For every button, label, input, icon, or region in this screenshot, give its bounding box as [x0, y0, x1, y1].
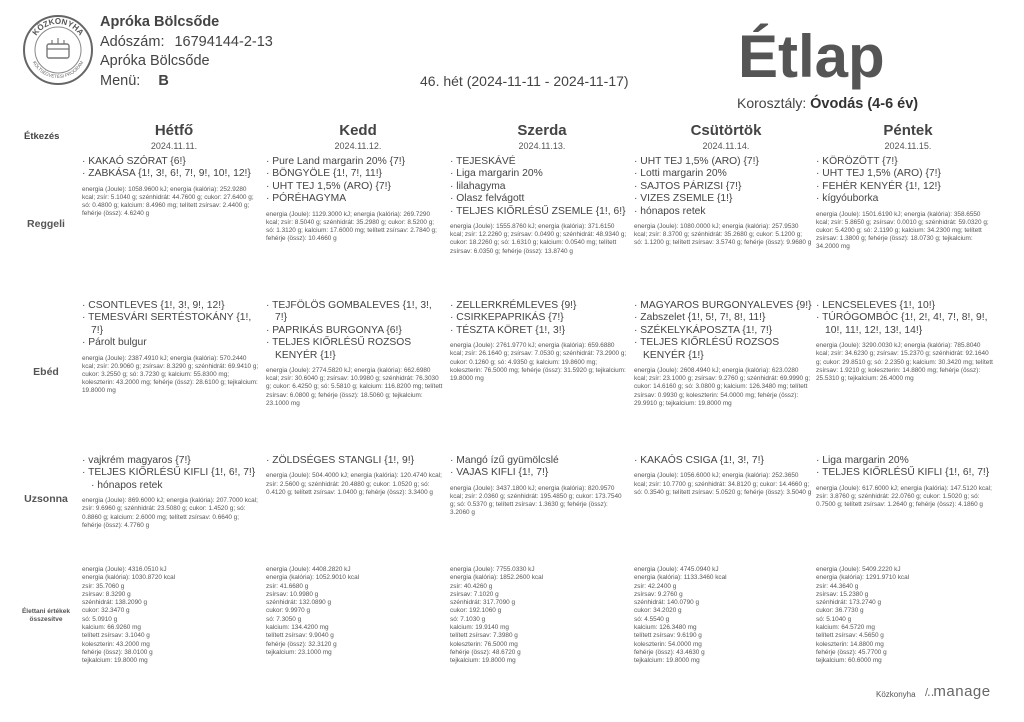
nutrition-info: energia (Joule): 2608.4940 kJ; energia (kalória): 623.0280 kcal; zsír: 23.1000 g; zsírsav: 9.2760 g; szénhidrát: 69.9990 g; cukor: 14.6160 g; só: 3.0800 g; kalcium: 126.3480 mg; telített zsírsav: 0.9930 g; koleszterin: 54.0000 mg; fehérje (össz): 29.9910 g; tejkalcium: 19.8000 mg	[634, 367, 811, 407]
summary-line: energia (kalória): 1291.9710 kcal	[816, 574, 910, 582]
summary-line: kalcium: 64.5720 mg	[816, 624, 875, 632]
row-label-uzsonna: Uzsonna	[24, 493, 68, 505]
summary-line: kalcium: 134.4200 mg	[266, 624, 329, 632]
summary-cell-2	[450, 566, 628, 666]
summary-line: fehérje (össz): 38.0100 g	[82, 648, 153, 656]
uzsonna-cell-2	[450, 455, 628, 518]
tax-value: 16794144-2-13	[174, 33, 273, 50]
menu-items	[450, 156, 628, 218]
summary-line: só: 7.3050 g	[266, 615, 302, 623]
day-header-1: Kedd 2024.11.12.	[334, 122, 382, 151]
summary-line: fehérje (össz): 32.3120 g	[266, 640, 337, 648]
summary-line: koleszterin: 43.2000 mg	[82, 640, 150, 648]
age-group	[737, 95, 918, 112]
institution-subname: Apróka Bölcsőde	[100, 53, 210, 69]
nutrition-info: energia (Joule): 617.6000 kJ; energia (kalória): 147.5120 kcal; zsír: 3.8760 g; szénhidrát: 22.0760 g; cukor: 1.5020 g; só: 0.7500 g; telített zsírsav: 1.2640 g; fehérje (össz): 4.1860 g	[816, 484, 992, 509]
menu-item: · TEJFÖLÖS GOMBALEVES {1!, 3!, 7!}	[266, 300, 444, 325]
summary-line: szénhidrát: 317.7090 g	[450, 599, 516, 607]
ebed-cell-0	[82, 300, 260, 396]
reggeli-cell-3	[634, 156, 812, 248]
nutrition-info: energia (Joule): 1129.3000 kJ; energia (kalória): 269.7290 kcal; zsír: 8.5040 g; szénhidrát: 35.2980 g; cukor: 8.5200 g; só: 1.3120 g; kalcium: 17.6000 mg; telített zsírsav: 2.7840 g; fehérje (össz): 10.4660 g	[266, 210, 437, 243]
uzsonna-cell-1	[266, 455, 444, 497]
manage-icon: /‥	[925, 687, 934, 699]
summary-line: cukor: 192.1060 g	[450, 607, 502, 615]
uzsonna-cell-0	[82, 455, 260, 530]
summary-line: zsírsav: 9.2760 g	[634, 590, 683, 598]
summary-line: cukor: 36.7730 g	[816, 607, 864, 615]
menu-item: · ZELLERKRÉMLEVES {9!}	[450, 300, 628, 312]
svg-text:KÖLTSÉGVETÉSI PROGRAM: KÖLTSÉGVETÉSI PROGRAM	[31, 60, 85, 80]
ebed-cell-1	[266, 300, 444, 408]
menu-item: · KÖRÖZÖTT {7!}	[816, 156, 994, 168]
summary-line: energia (kalória): 1852.2600 kcal	[450, 574, 544, 582]
menu-value: B	[158, 72, 169, 89]
menu-item: · TEMESVÁRI SERTÉSTOKÁNY {1!, 7!}	[82, 312, 260, 337]
summary-cell-0	[82, 566, 260, 666]
summary-line: zsír: 35.7060 g	[82, 582, 125, 590]
reggeli-cell-2	[450, 156, 628, 256]
menu-item: · PÓRÉHAGYMA	[266, 193, 444, 205]
summary-line: zsírsav: 10.9980 g	[266, 590, 319, 598]
nutrition-info: energia (Joule): 2774.5820 kJ; energia (kalória): 662.6980 kcal; zsír: 30.6040 g; zsírsav: 10.9980 g; szénhidrát: 76.3030 g; cukor: 6.4250 g; só: 5.5810 g; kalcium: 116.8200 mg; telített zsírsav: 6.0800 g; fehérje (össz): 18.5060 g; tejkalcium: 23.1000 mg	[266, 367, 443, 407]
summary-line: fehérje (össz): 43.4630 g	[634, 648, 705, 656]
menu-item: · MAGYAROS BURGONYALEVES {9!}	[634, 300, 812, 312]
uzsonna-cell-3	[634, 455, 812, 497]
summary-line: zsírsav: 15.2380 g	[816, 590, 869, 598]
summary-line: energia (kalória): 1052.9010 kcal	[266, 574, 360, 582]
menu-item: · hónapos retek	[82, 480, 260, 492]
menu-items	[266, 300, 444, 362]
menu-item: · hónapos retek	[634, 206, 812, 218]
menu-item: · SZÉKELYKÁPOSZTA {1!, 7!}	[634, 325, 812, 337]
summary-line: zsír: 41.6680 g	[266, 582, 309, 590]
summary-line: cukor: 32.3470 g	[82, 607, 130, 615]
summary-line: kalcium: 19.9140 mg	[450, 624, 509, 632]
summary-line: telített zsírsav: 9.9040 g	[266, 632, 334, 640]
summary-line: szénhidrát: 173.2740 g	[816, 599, 882, 607]
menu-item: · FEHÉR KENYÉR {1!, 12!}	[816, 181, 994, 193]
reggeli-cell-1	[266, 156, 444, 243]
menu-item: · Mangó ízű gyümölcslé	[450, 455, 628, 467]
nutrition-info: energia (Joule): 3437.1800 kJ; energia (kalória): 820.9570 kcal; zsír: 2.0360 g; szénhidrát: 195.4850 g; cukor: 173.7540 g; só: 0.5370 g; telített zsírsav: 1.3630 g; fehérje (össz): 3.2060 g	[450, 484, 622, 517]
summary-line: telített zsírsav: 7.3980 g	[450, 632, 518, 640]
summary-line: zsír: 40.4260 g	[450, 582, 493, 590]
menu-item: · TEJESKÁVÉ	[450, 156, 628, 168]
age-value: Óvodás (4-6 év)	[810, 96, 919, 112]
nutrition-info: energia (Joule): 1501.6190 kJ; energia (kalória): 358.6550 kcal; zsír: 5.8650 g; zsírsav: 0.0010 g; szénhidrát: 59.0320 g; cukor: 5.4200 g; só: 2.1190 g; kalcium: 34.2300 mg; telített zsírsav: 1.3800 g; fehérje (össz): 18.0730 g; tejkalcium: 34.2000 mg	[816, 210, 989, 251]
nutrition-info: energia (Joule): 1555.8760 kJ; energia (kalória): 371.6150 kcal; zsír: 12.2260 g; zsírsav: 0.0490 g; szénhidrát: 48.9340 g; cukor: 18.2260 g; só: 1.6310 g; kalcium: 0.0540 mg; telített zsírsav: 6.0350 g; fehérje (össz): 13.8740 g	[450, 223, 627, 255]
menu-item: · TELJES KIŐRLÉSŰ ROZSOS KENYÉR {1!}	[266, 337, 444, 362]
menu-item: · BÖNGYÖLE {1!, 7!, 11!}	[266, 168, 444, 180]
summary-line: só: 4.5540 g	[634, 615, 670, 623]
menu-items	[82, 156, 260, 181]
menu-item: · ZABKÁSA {1!, 3!, 6!, 7!, 9!, 10!, 12!}	[82, 168, 260, 180]
menu-item: · CSONTLEVES {1!, 3!, 9!, 12!}	[82, 300, 260, 312]
summary-line: szénhidrát: 140.0790 g	[634, 599, 700, 607]
menu-items	[634, 156, 812, 218]
page-title: Étlap	[738, 23, 885, 90]
summary-line: szénhidrát: 138.2090 g	[82, 599, 148, 607]
summary-line: energia (Joule): 4408.2820 kJ	[266, 566, 351, 573]
summary-line: fehérje (össz): 48.6720 g	[450, 648, 521, 656]
menu-items	[816, 455, 994, 480]
nutrition-info: energia (Joule): 1058.9600 kJ; energia (kalória): 252.9280 kcal; zsír: 5.1040 g; szénhidrát: 44.7600 g; cukor: 27.6400 g; só: 0.4800 g; kalcium: 8.4960 mg; telített zsírsav: 2.4400 g; fehérje (össz): 4.6240 g	[82, 185, 254, 218]
nutrition-info: energia (Joule): 2387.4910 kJ; energia (kalória): 570.2440 kcal; zsír: 20.9060 g; zsírsav: 8.3290 g; szénhidrát: 69.9410 g; cukor: 3.2550 g; só: 3.7230 g; kalcium: 55.8300 mg; koleszterin: 43.2000 mg; fehérje (össz): 28.6100 g; tejkalcium: 19.8000 mg	[82, 354, 259, 395]
summary-line: energia (Joule): 5409.2220 kJ	[816, 566, 901, 573]
menu-item: · CSIRKEPAPRIKÁS {7!}	[450, 312, 628, 324]
summary-line: cukor: 9.9970 g	[266, 607, 311, 615]
menu-item: · TÚRÓGOMBÓC {1!, 2!, 4!, 7!, 8!, 9!, 10!, 11!, 12!, 13!, 14!}	[816, 312, 994, 337]
day-header-0: Hétfő 2024.11.11.	[150, 122, 198, 151]
menu-items	[82, 300, 260, 350]
day-header-2: Szerda 2024.11.13.	[517, 122, 567, 151]
menu-items	[266, 156, 444, 206]
summary-cell-3	[634, 566, 812, 666]
menu-item: · Olasz felvágott	[450, 193, 628, 205]
menu-item: · ZÖLDSÉGES STANGLI {1!, 9!}	[266, 455, 444, 467]
summary-line: kalcium: 66.9260 mg	[82, 624, 141, 632]
day-header-4: Péntek 2024.11.15.	[883, 122, 933, 151]
age-label: Korosztály:	[737, 95, 807, 111]
menu-item: · Liga margarin 20%	[816, 455, 994, 467]
tax-label: Adószám:	[100, 33, 165, 50]
uzsonna-cell-4	[816, 455, 994, 509]
week-range: 46. hét (2024-11-11 - 2024-11-17)	[420, 73, 629, 89]
summary-line: tejkalcium: 23.1000 mg	[266, 648, 332, 656]
menu-item: · TELJES KIŐRLÉSŰ ZSEMLE {1!, 6!}	[450, 206, 628, 218]
menu-item: · vajkrém magyaros {7!}	[82, 455, 260, 467]
menu-item: · TELJES KIŐRLÉSŰ ROZSOS KENYÉR {1!}	[634, 337, 812, 362]
menu-items	[634, 455, 812, 467]
menu-item: · SAJTOS PÁRIZSI {7!}	[634, 181, 812, 193]
menu-item: · KAKAÓS CSIGA {1!, 3!, 7!}	[634, 455, 812, 467]
summary-line: cukor: 34.2020 g	[634, 607, 682, 615]
menu-item: · KAKAÓ SZÓRAT {6!}	[82, 156, 260, 168]
menu-items	[816, 300, 994, 337]
summary-line: zsír: 42.2400 g	[634, 582, 677, 590]
menu-item: · TELJES KIŐRLÉSŰ KIFLI {1!, 6!, 7!}	[82, 467, 260, 479]
kozkonyha-logo	[22, 14, 94, 86]
row-label-reggeli: Reggeli	[27, 218, 65, 230]
menu-items	[266, 455, 444, 467]
institution-name: Apróka Bölcsőde	[100, 14, 220, 30]
menu-item: · VIZES ZSEMLE {1!}	[634, 193, 812, 205]
svg-text:KÖZKONYHA: KÖZKONYHA	[30, 17, 86, 38]
menu-items	[82, 455, 260, 492]
summary-line: koleszterin: 14.8800 mg	[816, 640, 884, 648]
summary-line: zsírsav: 7.1020 g	[450, 590, 499, 598]
menu-item: · TELJES KIŐRLÉSŰ KIFLI {1!, 6!, 7!}	[816, 467, 994, 479]
summary-cell-1	[266, 566, 444, 657]
footer-kozkonyha: Közkonyha	[876, 690, 916, 699]
nutrition-info: energia (Joule): 1056.6000 kJ; energia (kalória): 252.3650 kcal; zsír: 10.7700 g; szénhidrát: 34.8120 g; cukor: 14.4660 g; só: 0.3540 g; telített zsírsav: 5.0520 g; fehérje (össz): 3.5040 g	[634, 472, 812, 496]
menu-label: Menü:	[100, 72, 141, 89]
summary-line: tejkalcium: 60.6000 mg	[816, 657, 882, 665]
row-label-summary: Élettani értékek összesítve	[21, 608, 71, 623]
menu-item: · UHT TEJ 1,5% (ARO) {7!}	[816, 168, 994, 180]
ebed-cell-2	[450, 300, 628, 383]
summary-line: koleszterin: 54.0000 mg	[634, 640, 702, 648]
nutrition-info: energia (Joule): 869.6000 kJ; energia (kalória): 207.7000 kcal; zsír: 9.6960 g; szénhidrát: 23.5080 g; cukor: 1.4520 g; só: 0.8860 g; kalcium: 2.6000 mg; telített zsírsav: 0.6640 g; fehérje (össz): 4.7760 g	[82, 497, 258, 529]
menu-items	[450, 455, 628, 480]
summary-line: telített zsírsav: 3.1040 g	[82, 632, 150, 640]
summary-cell-4	[816, 566, 994, 666]
summary-line: só: 5.0910 g	[82, 615, 118, 623]
menu-item: · UHT TEJ 1,5% (ARO) {7!}	[266, 181, 444, 193]
summary-line: energia (kalória): 1133.3460 kcal	[634, 574, 727, 582]
summary-line: energia (Joule): 7755.0330 kJ	[450, 566, 535, 573]
summary-line: energia (kalória): 1030.8720 kcal	[82, 574, 176, 582]
reggeli-cell-4	[816, 156, 994, 252]
row-label-ebed: Ebéd	[33, 366, 59, 378]
menu-item: · Zabszelet {1!, 5!, 7!, 8!, 11!}	[634, 312, 812, 324]
summary-line: koleszterin: 76.5000 mg	[450, 640, 518, 648]
summary-line: só: 7.1030 g	[450, 615, 486, 623]
day-header-3: Csütörtök 2024.11.14.	[690, 122, 762, 151]
summary-line: szénhidrát: 132.0890 g	[266, 599, 332, 607]
summary-line: telített zsírsav: 9.6190 g	[634, 632, 702, 640]
summary-line: energia (Joule): 4316.0510 kJ	[82, 566, 167, 573]
summary-line: fehérje (össz): 45.7700 g	[816, 648, 887, 656]
summary-line: tejkalcium: 19.8000 mg	[82, 657, 148, 665]
menu-item: · Párolt bulgur	[82, 337, 260, 349]
menu-items	[816, 156, 994, 206]
menu-item: · LENCSELEVES {1!, 10!}	[816, 300, 994, 312]
nutrition-info: energia (Joule): 3290.0030 kJ; energia (kalória): 785.8040 kcal; zsír: 34.6230 g; zsírsav: 15.2370 g; szénhidrát: 92.1640 g; cukor: 29.8510 g; só: 2.2350 g; kalcium: 30.3420 mg; telített zsírsav: 1.9210 g; koleszterin: 14.8800 mg; fehérje (össz): 25.5310 g; tejkalcium: 26.4000 mg	[816, 342, 993, 383]
ebed-cell-4	[816, 300, 994, 383]
summary-line: tejkalcium: 19.8000 mg	[634, 657, 700, 665]
nutrition-info: energia (Joule): 504.4000 kJ; energia (kalória): 120.4740 kcal; zsír: 2.5600 g; szénhidrát: 20.4880 g; cukor: 1.0520 g; só: 0.4120 g; telített zsírsav: 1.0400 g; fehérje (össz): 3.3400 g	[266, 472, 442, 496]
menu-item: · kígyóuborka	[816, 193, 994, 205]
summary-line: telített zsírsav: 4.5650 g	[816, 632, 884, 640]
menu-item: · PAPRIKÁS BURGONYA {6!}	[266, 325, 444, 337]
reggeli-cell-0	[82, 156, 260, 219]
menu-item: · UHT TEJ 1,5% (ARO) {7!}	[634, 156, 812, 168]
menu-item: · lilahagyma	[450, 181, 628, 193]
menu-items	[634, 300, 812, 362]
summary-line: tejkalcium: 19.8000 mg	[450, 657, 516, 665]
menu-item: · Pure Land margarin 20% {7!}	[266, 156, 444, 168]
menu-item: · VAJAS KIFLI {1!, 7!}	[450, 467, 628, 479]
header-info	[100, 13, 273, 91]
summary-line: só: 5.1040 g	[816, 615, 852, 623]
summary-line: zsír: 44.3640 g	[816, 582, 859, 590]
menu-items	[450, 300, 628, 337]
menu-item: · TÉSZTA KÖRET {1!, 3!}	[450, 325, 628, 337]
ebed-cell-3	[634, 300, 812, 408]
nutrition-info: energia (Joule): 2761.9770 kJ; energia (kalória): 659.6880 kcal; zsír: 26.1640 g; zsírsav: 7.0530 g; szénhidrát: 73.2900 g; cukor: 0.1260 g; só: 4.9350 g; kalcium: 19.8600 mg; koleszterin: 76.5000 mg; fehérje (össz): 31.5920 g; tejkalcium: 19.8000 mg	[450, 342, 627, 383]
summary-line: zsírsav: 8.3290 g	[82, 590, 131, 598]
summary-line: kalcium: 126.3480 mg	[634, 624, 697, 632]
footer-brand: /‥manage	[925, 683, 991, 700]
nutrition-info: energia (Joule): 1080.0000 kJ; energia (kalória): 257.9530 kcal; zsír: 8.3700 g; szénhidrát: 35.2680 g; cukor: 5.1200 g; só: 1.1200 g; telített zsírsav: 3.5740 g; fehérje (össz): 9.9680 g	[634, 223, 812, 247]
meal-label: Étkezés	[24, 131, 60, 142]
menu-item: · Lotti margarin 20%	[634, 168, 812, 180]
menu-item: · Liga margarin 20%	[450, 168, 628, 180]
summary-line: energia (Joule): 4745.0940 kJ	[634, 566, 719, 573]
